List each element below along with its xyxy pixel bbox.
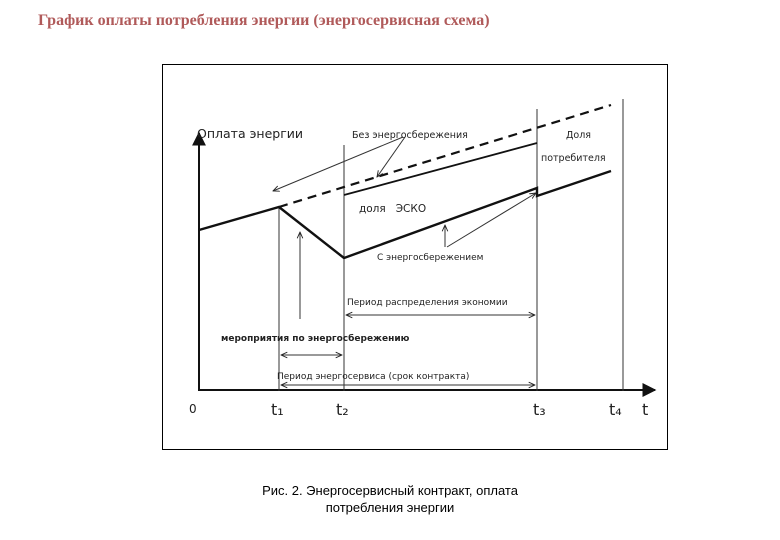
label-consumer-share-1: Доля	[566, 130, 592, 141]
label-consumer-share-2: потребителя	[541, 153, 606, 164]
pointer-arrow-4	[447, 193, 536, 247]
label-esco-share: доля ЭСКО	[359, 203, 427, 215]
energy-payment-diagram	[163, 65, 667, 449]
y-axis-label: Оплата энергии	[197, 126, 304, 141]
label-without-saving: Без энергосбережения	[352, 130, 468, 141]
figure-frame	[162, 64, 668, 450]
caption-line-2: потребления энергии	[325, 500, 455, 515]
pointer-arrow-1	[273, 137, 403, 191]
pointer-arrow-2	[377, 137, 405, 177]
figure-caption	[180, 482, 600, 516]
label-distribution-period: Период распределения экономии	[347, 298, 508, 308]
label-with-saving: С энергосбережением	[377, 253, 484, 263]
x-axis-label: t	[642, 400, 649, 419]
t4-label: t₄	[609, 400, 622, 419]
t1-label: t₁	[271, 400, 284, 419]
label-service-period: Период энергосервиса (срок контракта)	[277, 372, 470, 382]
consumer-share-boundary-line	[344, 143, 537, 195]
slide-title: График оплаты потребления энергии (энергосервисная схема)	[38, 12, 490, 29]
t2-label: t₂	[336, 400, 349, 419]
label-measures: мероприятия по энергосбережению	[221, 334, 410, 344]
t3-label: t₃	[533, 400, 546, 419]
origin-label: 0	[189, 402, 197, 416]
caption-line-1: Рис. 2. Энергосервисный контракт, оплата	[262, 483, 518, 498]
